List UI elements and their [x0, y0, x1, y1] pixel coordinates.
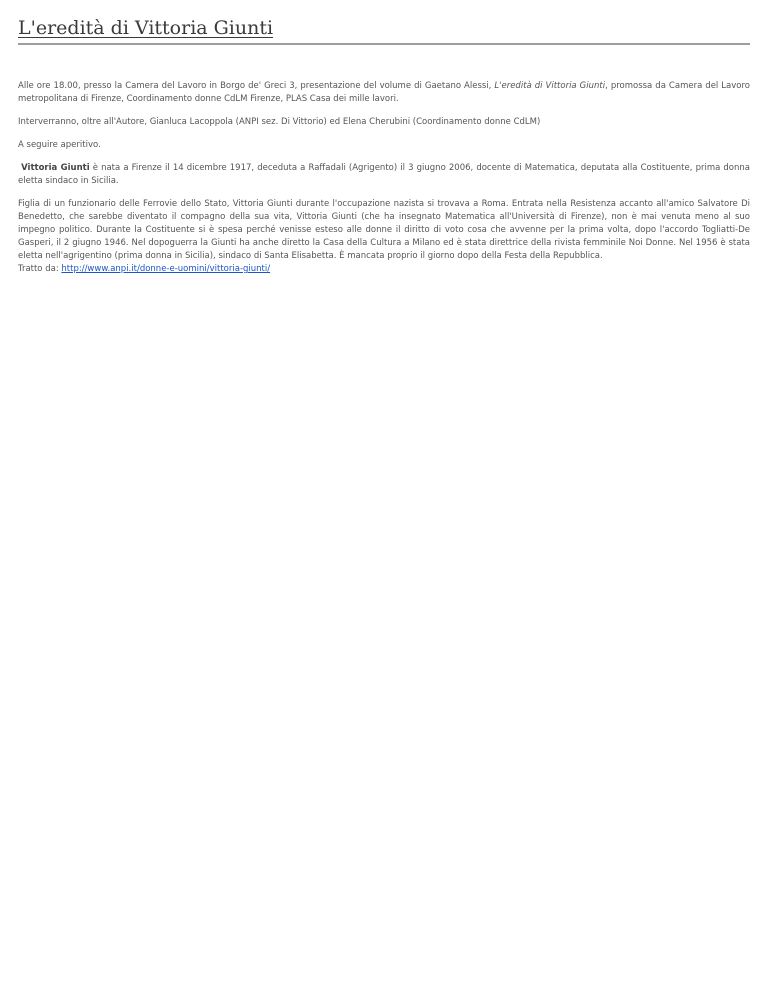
- source-link[interactable]: http://www.anpi.it/donne-e-uomini/vittoria-giunti/: [61, 264, 271, 274]
- paragraph-event: [18, 80, 750, 106]
- bio-name: Vittoria Giunti: [21, 163, 90, 173]
- paragraph-biography: [18, 198, 750, 276]
- source-label: Tratto da:: [18, 264, 62, 274]
- title-bar: [18, 0, 750, 45]
- biography-text: Figlia di un funzionario delle Ferrovie dello Stato, Vittoria Giunti durante l'occupazione nazista si trovava a Roma. Entrata nella Resistenza accanto all'amico Salvatore Di Benedetto, che sarebbe diventato il compagno della sua vita, Vittoria Giunti (che ha insegnato Matematica all'Università di Firenze), non è mai venuta meno al suo impegno politico. Durante la Costituente si è spesa perché venisse esteso alle donne il diritto di voto cosa che avvenne per la prima volta, dopo l'accordo Togliatti-De Gasperi, il 2 giugno 1946. Nel dopoguerra la Giunti ha anche diretto la Casa della Cultura a Milano ed è stata direttrice della rivista femminile Noi Donne. Nel 1956 è stata eletta nell'agrigentino (prima donna in Sicilia), sindaco di Santa Elisabetta. È mancata proprio il giorno dopo della Festa della Repubblica.: [18, 199, 750, 261]
- paragraph-aperitivo: A seguire aperitivo.: [18, 140, 101, 150]
- bio-intro-text: è nata a Firenze il 14 dicembre 1917, deceduta a Raffadali (Agrigento) il 3 giugno 2006, docente di Matematica, deputata alla Costituente, prima donna eletta sindaco in Sicilia.: [18, 163, 750, 186]
- source-line: [18, 263, 750, 276]
- event-promoters-text: , promossa da Camera del Lavoro metropolitana di Firenze, Coordinamento donne CdLM Firenze, PLAS Casa dei mille lavori.: [18, 81, 750, 104]
- paragraph-speakers: Interverranno, oltre all'Autore, Gianluca Lacoppola (ANPI sez. Di Vittorio) ed Elena Cherubini (Coordinamento donne CdLM): [18, 117, 541, 127]
- paragraph-bio-intro: [18, 162, 750, 188]
- article-body: [18, 80, 750, 276]
- page-title: L'eredità di Vittoria Giunti: [18, 17, 274, 39]
- event-intro-text: Alle ore 18.00, presso la Camera del Lavoro in Borgo de' Greci 3, presentazione del volume di Gaetano Alessi,: [18, 81, 495, 91]
- book-title: L'eredità di Vittoria Giunti: [494, 81, 606, 91]
